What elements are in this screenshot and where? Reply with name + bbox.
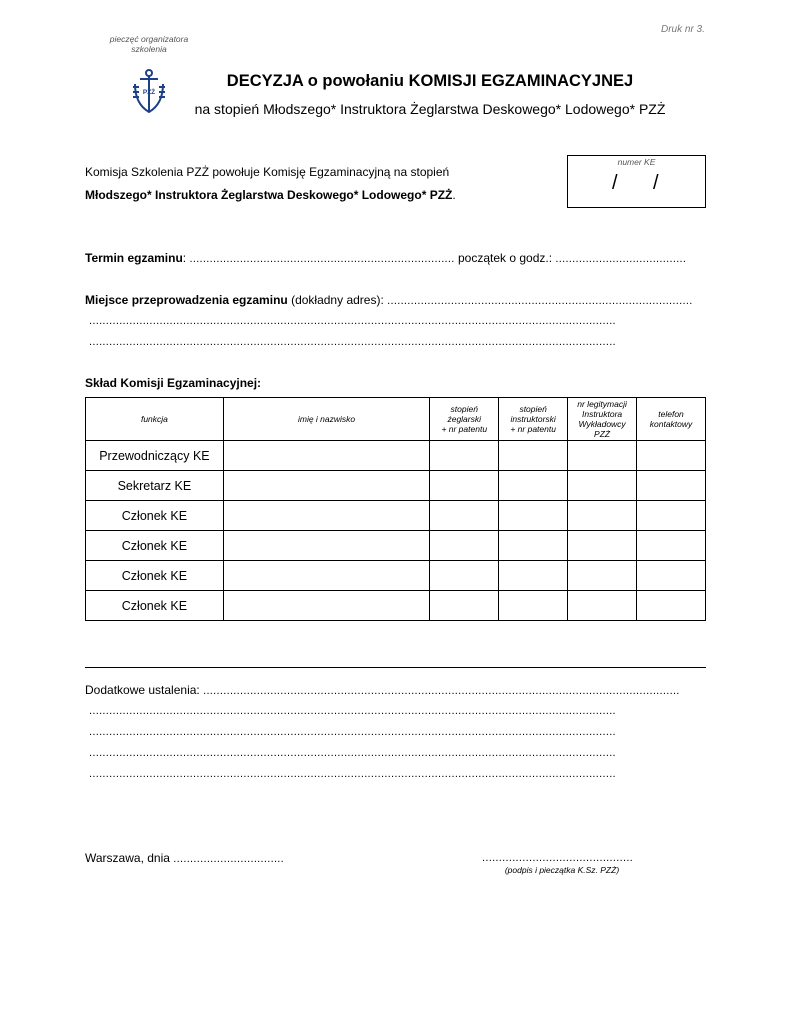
row-function: Sekretarz KE bbox=[86, 471, 224, 501]
row-phone-cell[interactable] bbox=[637, 531, 706, 561]
row-card-number-cell[interactable] bbox=[568, 531, 637, 561]
row-sailing-degree-cell[interactable] bbox=[430, 471, 499, 501]
additional-dots-5[interactable]: ............................................................................................................................................................. bbox=[89, 768, 616, 780]
row-card-number-cell[interactable] bbox=[568, 591, 637, 621]
exam-date-colon: : bbox=[182, 251, 187, 265]
number-slash-1: / bbox=[612, 172, 618, 194]
row-phone-cell[interactable] bbox=[637, 441, 706, 471]
exam-place-label: Miejsce przeprowadzenia egzaminu bbox=[85, 293, 288, 307]
exam-commission-number-box[interactable] bbox=[567, 155, 706, 208]
row-sailing-degree-cell[interactable] bbox=[430, 591, 499, 621]
stamp-label-line-1: pieczęć organizatora bbox=[109, 34, 189, 44]
exam-place-dots-2[interactable]: ............................................................................................................................................................. bbox=[89, 315, 616, 327]
table-row bbox=[86, 441, 706, 471]
additional-arrangements-label: Dodatkowe ustalenia: bbox=[85, 683, 200, 697]
additional-arrangements-line[interactable] bbox=[85, 683, 706, 697]
row-name-cell[interactable] bbox=[223, 471, 429, 501]
form-number: Druk nr 3. bbox=[661, 24, 705, 35]
row-name-cell[interactable] bbox=[223, 441, 429, 471]
row-function: Członek KE bbox=[86, 531, 224, 561]
row-name-cell[interactable] bbox=[223, 561, 429, 591]
section-divider bbox=[85, 667, 706, 668]
row-sailing-degree-cell[interactable] bbox=[430, 531, 499, 561]
document-subtitle: na stopień Młodszego* Instruktora Żeglarstwa Deskowego* Lodowego* PZŻ bbox=[194, 101, 666, 117]
intro-line-1: Komisja Szkolenia PZŻ powołuje Komisję Egzaminacyjną na stopień bbox=[85, 165, 450, 179]
row-name-cell[interactable] bbox=[223, 501, 429, 531]
place-date-line[interactable] bbox=[85, 851, 284, 865]
signature-dots[interactable]: ............................................. bbox=[482, 852, 634, 864]
intro-period: . bbox=[452, 188, 456, 202]
row-card-number-cell[interactable] bbox=[568, 501, 637, 531]
row-instructor-degree-cell[interactable] bbox=[499, 561, 568, 591]
additional-dots-4[interactable]: ............................................................................................................................................................. bbox=[89, 747, 616, 759]
logo-letters: PZŻ bbox=[142, 89, 156, 96]
table-row bbox=[86, 501, 706, 531]
row-sailing-degree-cell[interactable] bbox=[430, 441, 499, 471]
row-name-cell[interactable] bbox=[223, 591, 429, 621]
row-sailing-degree-cell[interactable] bbox=[430, 561, 499, 591]
intro-degree: Młodszego* Instruktora Żeglarstwa Deskowego* Lodowego* PZŻ bbox=[85, 188, 453, 202]
row-instructor-degree-cell[interactable] bbox=[499, 531, 568, 561]
row-function: Członek KE bbox=[86, 561, 224, 591]
header-nr-legitymacji: nr legitymacji Instruktora Wykładowcy PZŻ bbox=[568, 398, 637, 441]
row-instructor-degree-cell[interactable] bbox=[499, 501, 568, 531]
row-phone-cell[interactable] bbox=[637, 591, 706, 621]
date-dots: ................................. bbox=[173, 853, 285, 865]
row-function: Przewodniczący KE bbox=[86, 441, 224, 471]
exam-date-dots: ............................................................................... bbox=[189, 253, 455, 265]
row-sailing-degree-cell[interactable] bbox=[430, 501, 499, 531]
organizer-stamp-label bbox=[100, 34, 198, 54]
numer-ke-label: numer KE bbox=[617, 157, 656, 167]
number-slash-2: / bbox=[653, 172, 659, 194]
exam-place-dots-1: ........................................................................................... bbox=[387, 295, 693, 307]
exam-place-dots-3[interactable]: ............................................................................................................................................................. bbox=[89, 336, 616, 348]
row-instructor-degree-cell[interactable] bbox=[499, 441, 568, 471]
start-time-dots: ....................................... bbox=[555, 253, 687, 265]
row-phone-cell[interactable] bbox=[637, 471, 706, 501]
table-header-row bbox=[86, 398, 706, 441]
table-row bbox=[86, 591, 706, 621]
table-row bbox=[86, 531, 706, 561]
additional-dots-1: .............................................................................................................................................. bbox=[203, 685, 680, 697]
commission-table bbox=[85, 397, 706, 621]
row-card-number-cell[interactable] bbox=[568, 471, 637, 501]
exam-date-label: Termin egzaminu bbox=[85, 251, 183, 265]
row-instructor-degree-cell[interactable] bbox=[499, 471, 568, 501]
row-phone-cell[interactable] bbox=[637, 501, 706, 531]
place-date-label: Warszawa, dnia bbox=[85, 851, 170, 865]
row-name-cell[interactable] bbox=[223, 531, 429, 561]
stamp-label-line-2: szkolenia bbox=[131, 44, 167, 54]
exam-date-line[interactable] bbox=[85, 251, 706, 265]
row-card-number-cell[interactable] bbox=[568, 561, 637, 591]
header-funkcja: funkcja bbox=[86, 398, 224, 441]
table-row bbox=[86, 471, 706, 501]
header-telefon: telefon kontaktowy bbox=[637, 398, 706, 441]
row-card-number-cell[interactable] bbox=[568, 441, 637, 471]
start-time-label: początek o godz.: bbox=[457, 251, 553, 265]
row-instructor-degree-cell[interactable] bbox=[499, 591, 568, 621]
header-imie-nazwisko: imię i nazwisko bbox=[223, 398, 429, 441]
document-title: DECYZJA o powołaniu KOMISJI EGZAMINACYJNEJ bbox=[226, 72, 634, 90]
table-row bbox=[86, 561, 706, 591]
additional-dots-3[interactable]: ............................................................................................................................................................. bbox=[89, 726, 616, 738]
commission-composition-label: Skład Komisji Egzaminacyjnej: bbox=[85, 376, 262, 390]
row-function: Członek KE bbox=[86, 501, 224, 531]
row-function: Członek KE bbox=[86, 591, 224, 621]
header-stopien-instruktorski: stopień instruktorski + nr patentu bbox=[499, 398, 568, 441]
exam-place-line[interactable] bbox=[85, 293, 706, 307]
additional-dots-2[interactable]: ............................................................................................................................................................. bbox=[89, 705, 616, 717]
row-phone-cell[interactable] bbox=[637, 561, 706, 591]
exam-place-note: (dokładny adres): bbox=[291, 293, 384, 307]
intro-line-2 bbox=[85, 188, 456, 202]
signature-label: (podpis i pieczątka K.Sz. PZŻ) bbox=[504, 865, 620, 875]
header-stopien-zeglarski: stopień żeglarski + nr patentu bbox=[430, 398, 499, 441]
